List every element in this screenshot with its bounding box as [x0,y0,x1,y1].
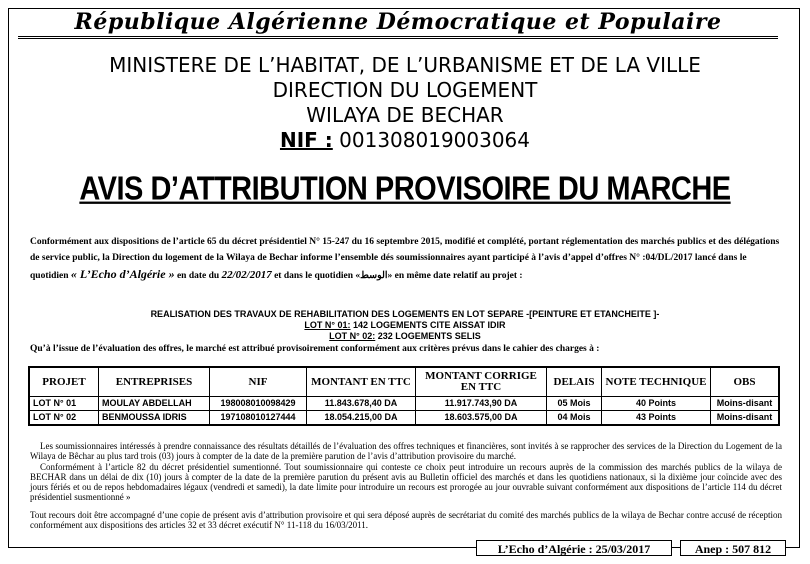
newspaper-2: «الوسط» [355,271,393,281]
award-table [28,366,780,426]
lot-2-text: 232 LOGEMENTS SELIS [375,331,481,341]
column-header: DELAIS [547,367,602,397]
cell-nif: 198008010098429 [210,397,307,411]
footer-anep: Anep : 507 812 [680,540,786,556]
note-paragraph-3: Tout recours doit être accompagné d’une copie de présent avis d’attribution provisoire et qui sera déposé auprès de secrétariat du comité des marchés publics de la wilaya de Bechar contre accusé de réception conformément aux dispositions des articles 32 et 33 décret exécutif N° 11-118 du 16/03/2011. [30,510,782,530]
cell-montant: 11.843.678,40 DA [307,397,416,411]
nif-value: 001308019003064 [339,128,531,152]
project-title: REALISATION DES TRAVAUX DE REHABILITATION DES LOGEMENTS EN LOT SEPARE -[PEINTURE ET ETANCHEITE ]- [150,309,660,319]
cell-montant-corrige: 11.917.743,90 DA [416,397,547,411]
newspaper-1: « L’Echo d’Algérie » [70,267,175,281]
lot-1-text: 142 LOGEMENTS CITE AISSAT IDIR [350,320,506,330]
lot-2-line [0,331,810,342]
column-header: NOTE TECHNIQUE [602,367,711,397]
cell-obs: Moins-disant [711,397,780,411]
column-header: NIF [210,367,307,397]
cell-entreprise: BENMOUSSA IDRIS [99,411,210,426]
nif-label: NIF : [279,128,333,152]
cell-montant: 18.054.215,00 DA [307,411,416,426]
cell-projet: LOT N° 01 [29,397,99,411]
cell-delais: 05 Mois [547,397,602,411]
column-header: MONTANT EN TTC [307,367,416,397]
cell-obs: Moins-disant [711,411,780,426]
note-paragraph-2: Conformément à l’article 82 du décret présidentiel sumentionné. Tout soumissionnaire qui conteste ce choix peut introduire un recours auprès de la commission des marchés publics de la wilaya de BECHAR dans un délai de dix (10) jours à compter de la date de la première parution du présent avis au Bulletin officiel des marchés et dans les quotidiens nationaux, si la dixième jour coïncide avec des jours fériés et ou de repos hebdomadaires légaux (vendredi et samedi), la date limite pour introduire un recours est prorogée au jour ouvrable suivant conformément aux dispositions de l’article 114 du décret présidentiel susmentionné » [30,462,782,502]
cell-note: 43 Points [602,411,711,426]
publication-date: 22/02/2017 [221,269,272,281]
lot-1-label: LOT N° 01: [304,320,351,330]
intro-text-1: Conformément aux dispositions de l’article 65 du décret présidentiel N° 15-247 du 16 septembre 2015, modifié et complété, portant réglementation des marchés publics et des délégations de service public, la Direction du logement de la Wilaya de Bechar informe l’ensemble dés soumissionnaires ayant participé à l’avis d’appel d’offres N° :04/DL/2017 lancé dans le quotidien [30,237,780,281]
note-paragraph-1: Les soumissionnaires intéressés à prendre connaissance des résultats détaillés de l’évaluation des offres techniques et financières, sont invités à se rapprocher des services de la Direction du Logement de la Wilaya de Bêchar au plus tard trois (03) jours à compter de la date de la première parution de l’avis d’attribution provisoire du marché. [30,441,782,461]
cell-note: 40 Points [602,397,711,411]
award-statement: Qu’à l’issue de l’évaluation des offres, le marché est attribué provisoirement conformément aux critères prévus dans le cahier des charges à : [30,344,600,354]
cell-delais: 04 Mois [547,411,602,426]
footer-source: L’Echo d’Algérie : 25/03/2017 [476,540,672,556]
republic-header: République Algérienne Démocratique et Populaire [18,8,778,39]
cell-nif: 197108010127444 [210,411,307,426]
lot-1-line [0,320,810,331]
column-header: MONTANT CORRIGE EN TTC [416,367,547,397]
lot-2-label: LOT N° 02: [329,331,376,341]
direction-name: DIRECTION DU LOGEMENT [272,78,538,102]
intro-text-4: en même date relatif au projet : [394,271,523,281]
table-row [29,411,779,426]
table-row [29,397,779,411]
column-header: PROJET [29,367,99,397]
intro-text-3: et dans le quotidien [274,271,353,281]
cell-montant-corrige: 18.603.575,00 DA [416,411,547,426]
column-header: ENTREPRISES [99,367,210,397]
intro-text-2: en date du [176,271,220,281]
cell-entreprise: MOULAY ABDELLAH [99,397,210,411]
wilaya-name: WILAYA DE BECHAR [306,103,504,127]
ministry-name: MINISTERE DE L’HABITAT, DE L’URBANISME ET DE LA VILLE [109,53,701,77]
nif-line [0,128,810,152]
notice-title: AVIS D’ATTRIBUTION PROVISOIRE DU MARCHE [79,170,731,208]
column-header: OBS [711,367,780,397]
table-header-row [29,367,779,397]
cell-projet: LOT N° 02 [29,411,99,426]
intro-paragraph [30,234,780,284]
